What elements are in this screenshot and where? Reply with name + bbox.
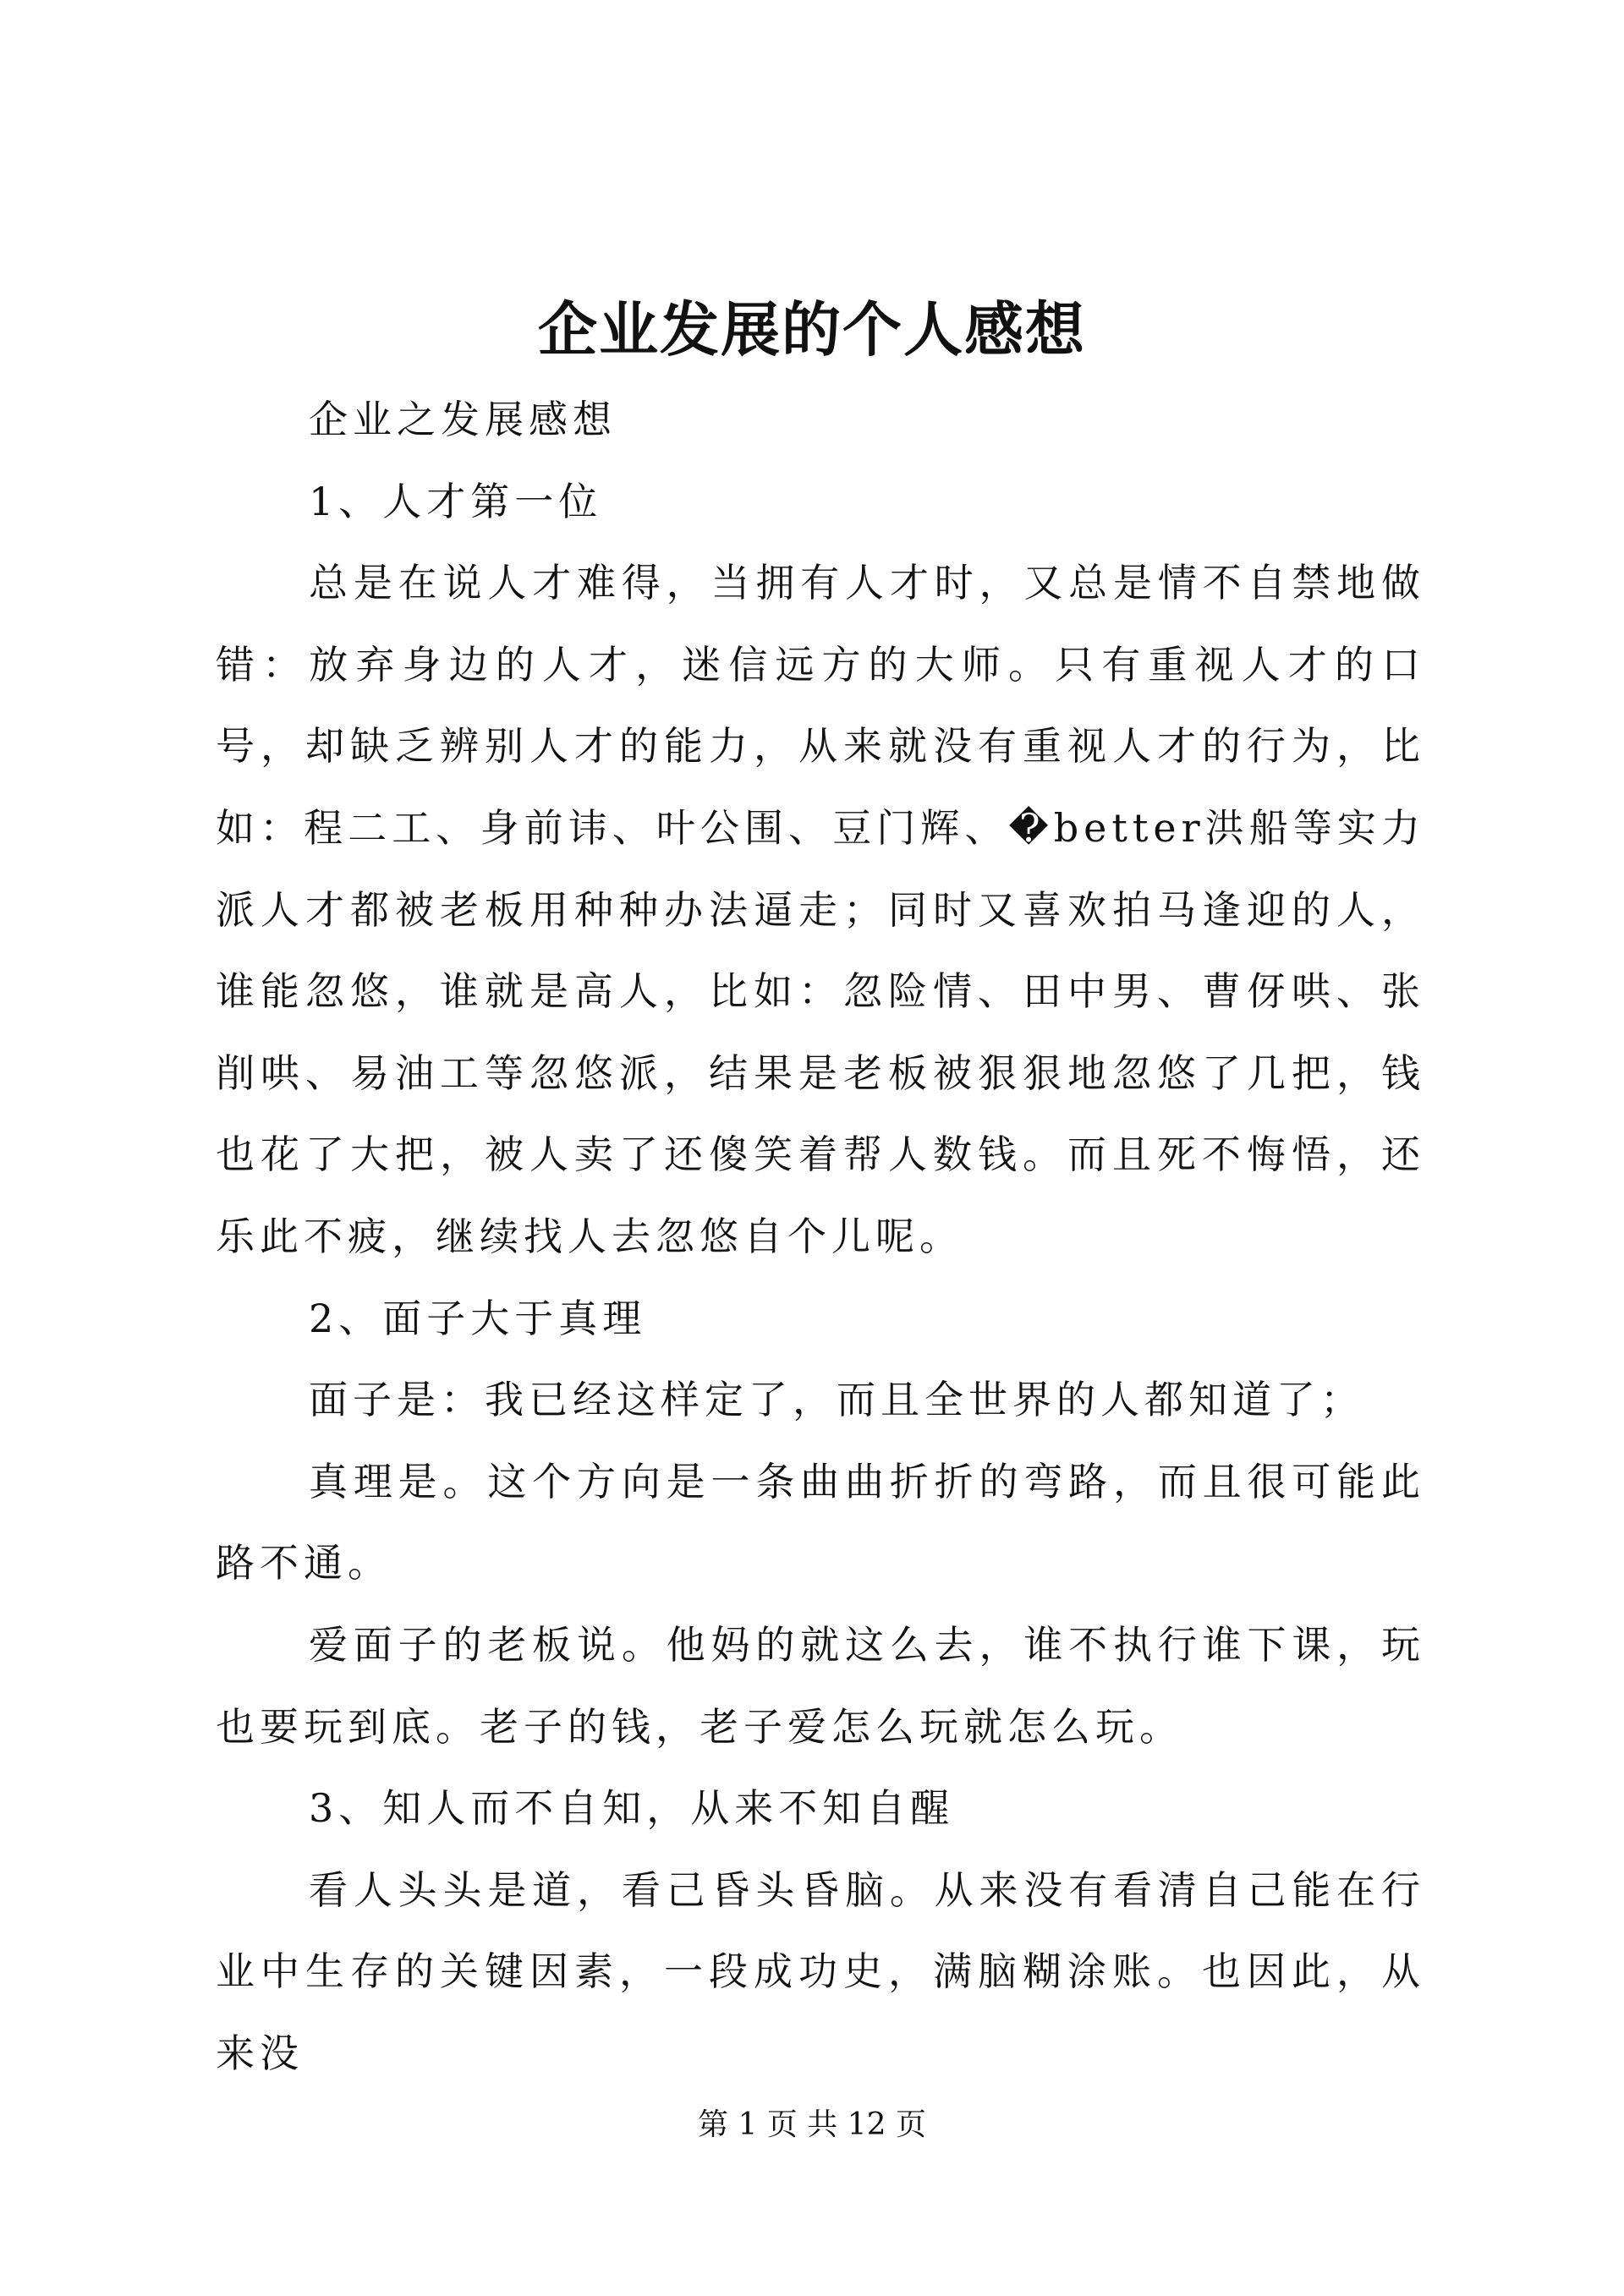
body-paragraph: 总是在说人才难得，当拥有人才时，又总是情不自禁地做错：放弃身边的人才，迷信远方的大师。只有重视人才的口号，却缺乏辨别人才的能力，从来就没有重视人才的行为，比如：程二工、身前讳、叶公围、豆门辉、�better洪船等实力派人才都被老板用种种办法逼走；同时又喜欢拍马逢迎的人，谁能忽悠，谁就是高人，比如：忽险情、田中男、曹伢哄、张削哄、易油工等忽悠派，结果是老板被狠狠地忽悠了几把，钱也花了大把，被人卖了还傻笑着帮人数钱。而且死不悔悟，还乐此不疲，继续找人去忽悠自个儿呢。 <box>216 560 1425 1259</box>
section-heading-1: 1、人才第一位 <box>309 478 603 524</box>
subtitle-paragraph: 企业之发展感想 <box>309 397 617 442</box>
section-heading-2: 2、面子大于真理 <box>309 1295 647 1341</box>
document-body <box>216 379 1425 2094</box>
page-number-footer: 第 1 页 共 12 页 <box>698 2107 926 2142</box>
body-paragraph: 真理是。这个方向是一条曲曲折折的弯路，而且很可能此路不通。 <box>216 1458 1425 1586</box>
section-heading-3: 3、知人而不自知，从来不知自醒 <box>309 1785 955 1832</box>
document-title: 企业发展的个人感想 <box>538 294 1086 364</box>
body-paragraph: 面子是：我已经这样定了，而且全世界的人都知道了； <box>309 1377 1364 1423</box>
body-paragraph: 看人头头是道，看己昏头昏脑。从来没有看清自己能在行业中生存的关键因素，一段成功史，满脑糊涂账。也因此，从来没 <box>216 1866 1425 2076</box>
body-paragraph: 爱面子的老板说。他妈的就这么去，谁不执行谁下课，玩也要玩到底。老子的钱，老子爱怎么玩就怎么玩。 <box>216 1621 1425 1750</box>
